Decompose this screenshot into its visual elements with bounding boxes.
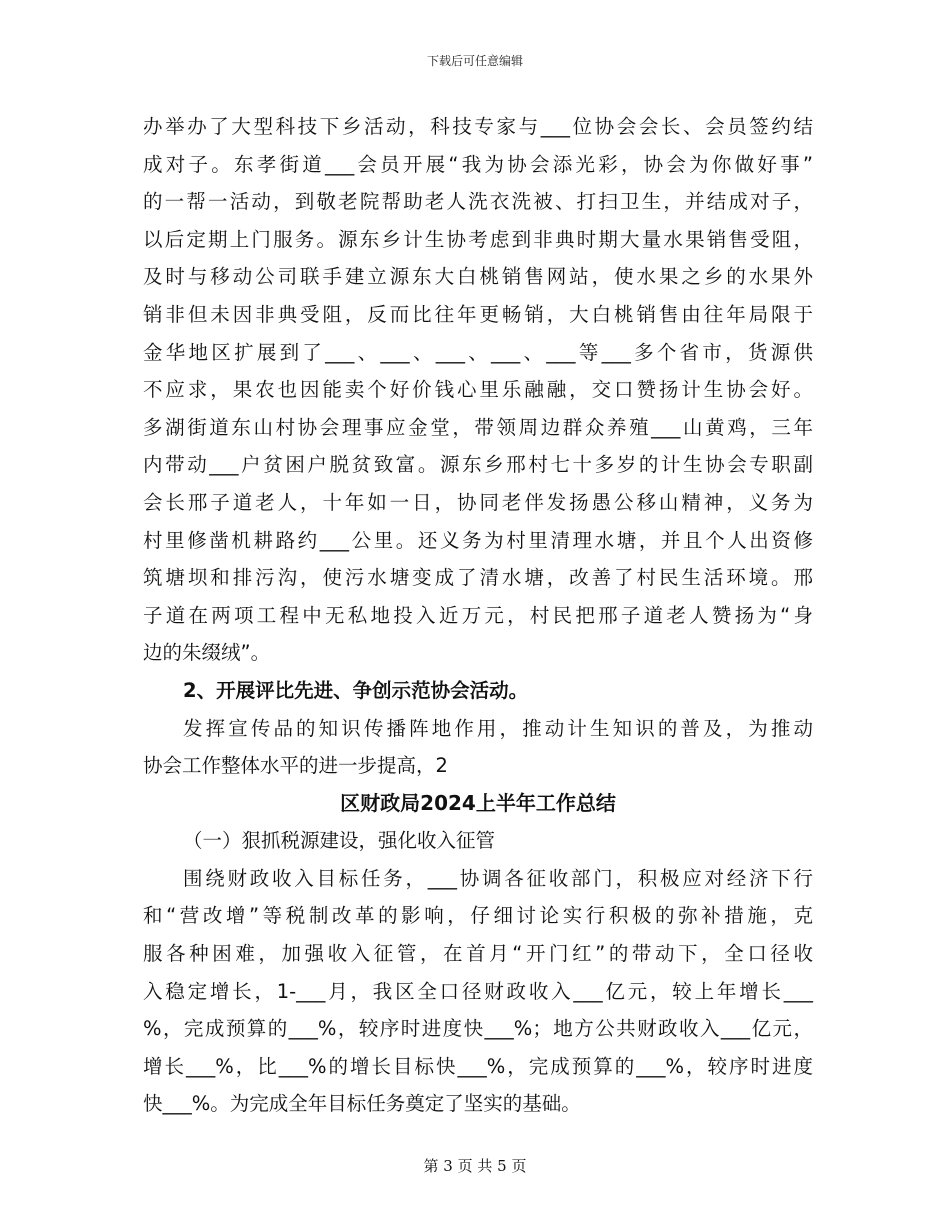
paragraph-line: 边的朱缀绒”。: [143, 641, 271, 665]
paragraph-line: 子道在两项工程中无私地投入近万元，村民把邢子道老人赞扬为“身: [143, 603, 813, 627]
page-header-note: 下载后可任意编辑: [426, 54, 523, 68]
paragraph-line: 协会工作整体水平的进一步提高，2: [143, 754, 448, 778]
paragraph-line: 服各种困难，加强收入征管，在首月“开门红”的带动下，全口径收: [143, 942, 813, 966]
paragraph-line: 以后定期上门服务。源东乡计生协考虑到非典时期大量水果销售受阻，: [143, 227, 813, 251]
paragraph-line: 成对子。东孝街道___会员开展“我为协会添光彩，协会为你做好事”: [143, 152, 813, 176]
document-body: [143, 108, 813, 1123]
paragraph-line: 内带动___户贫困户脱贫致富。源东乡邢村七十多岁的计生协会专职副: [143, 453, 813, 477]
paragraph-line: 快___%。为完成全年目标任务奠定了坚实的基础。: [143, 1092, 581, 1116]
paragraph-line: 的一帮一活动，到敬老院帮助老人洗衣洗被、打扫卫生，并结成对子，: [143, 190, 813, 214]
paragraph-line: 增长___%，比___%的增长目标快___%，完成预算的___%，较序时进度: [143, 1054, 813, 1078]
section-heading: 2、开展评比先进、争创示范协会活动。: [183, 678, 529, 702]
paragraph-line: 筑塘坝和排污沟，使污水塘变成了清水塘，改善了村民生活环境。邢: [143, 566, 813, 590]
paragraph-line: 办举办了大型科技下乡活动，科技专家与___位协会会长、会员签约结: [143, 115, 813, 138]
paragraph-line: 和“营改增”等税制改革的影响，仔细讨论实行积极的弥补措施，克: [143, 904, 813, 928]
paragraph-line: 围绕财政收入目标任务，___协调各征收部门，积极应对经济下行: [183, 866, 813, 890]
paragraph-line: 发挥宣传品的知识传播阵地作用，推动计生知识的普及，为推动: [183, 716, 813, 740]
page-footer: 第 3 页 共 5 页: [423, 1157, 527, 1175]
paragraph-line: 及时与移动公司联手建立源东大白桃销售网站，使水果之乡的水果外: [143, 265, 813, 289]
paragraph-line: 村里修凿机耕路约___公里。还义务为村里清理水塘，并且个人出资修: [143, 528, 813, 552]
document-title: 区财政局2024上半年工作总结: [340, 790, 616, 815]
paragraph-line: 多湖街道东山村协会理事应金堂，带领周边群众养殖___山黄鸡，三年: [143, 415, 813, 439]
paragraph-line: %，完成预算的___%，较序时进度快___%；地方公共财政收入___亿元，: [143, 1017, 813, 1041]
paragraph-line: 销非但未因非典受阻，反而比往年更畅销，大白桃销售由往年局限于: [143, 302, 813, 326]
subsection-heading: （一）狠抓税源建设，强化收入征管: [183, 829, 496, 853]
paragraph-line: 会长邢子道老人，十年如一日，协同老伴发扬愚公移山精神，义务为: [143, 490, 813, 514]
paragraph-line: 入稳定增长，1-___月，我区全口径财政收入___亿元，较上年增长___: [143, 979, 813, 1003]
paragraph-line: 金华地区扩展到了___、___、___、___、___等___多个省市，货源供: [143, 340, 813, 364]
paragraph-line: 不应求，果农也因能卖个好价钱心里乐融融，交口赞扬计生协会好。: [143, 378, 813, 402]
